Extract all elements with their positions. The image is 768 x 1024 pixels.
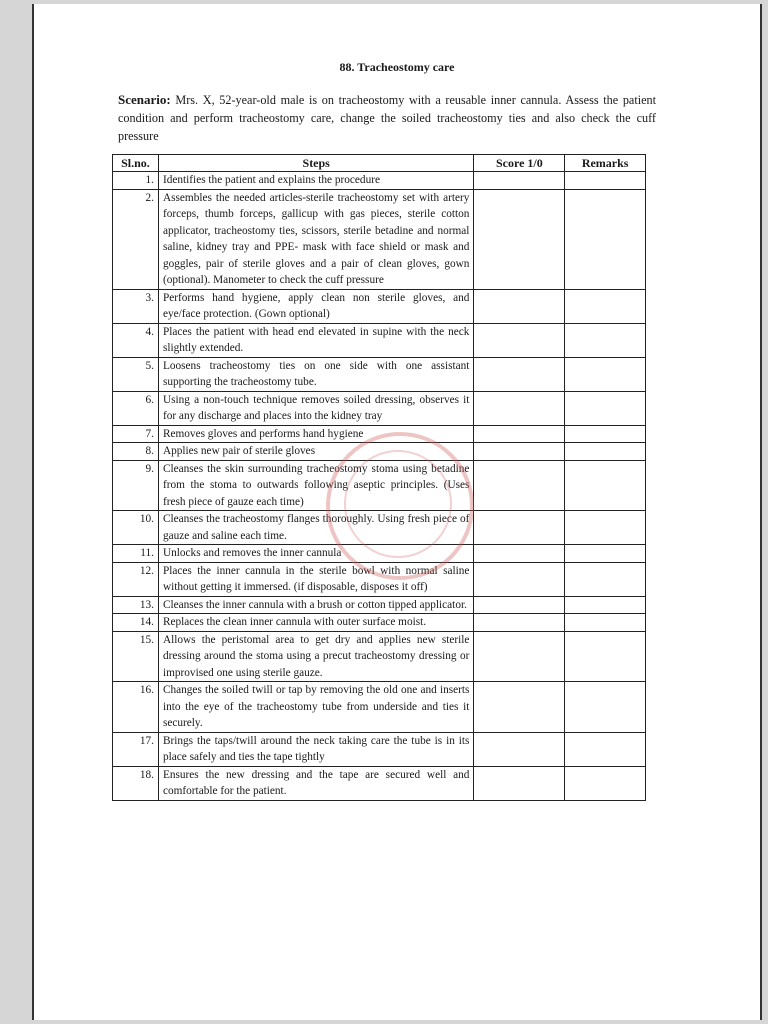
row-step: Cleanses the inner cannula with a brush or cotton tipped applicator. bbox=[158, 596, 474, 614]
row-remarks-cell[interactable] bbox=[565, 682, 646, 733]
row-number: 16. bbox=[113, 682, 159, 733]
scenario-text: Mrs. X, 52-year-old male is on tracheostomy with a reusable inner cannula. Assess the patient condition and perform tracheostomy care, change the soiled tracheostomy ties and also check the cuff pressure bbox=[118, 93, 656, 143]
row-score-cell[interactable] bbox=[474, 172, 565, 190]
row-number: 6. bbox=[113, 391, 159, 425]
row-score-cell[interactable] bbox=[474, 323, 565, 357]
row-step: Assembles the needed articles-sterile tracheostomy set with artery forceps, thumb forceps, gallicup with gas pieces, sterile cotton applicator, tracheostomy ties, scissors, sterile betadine and normal saline, kidney tray and PPE- mask with face shield or mask and goggles, pair of sterile gloves and a pair of clean gloves, gown (optional). Manometer to check the cuff pressure bbox=[158, 189, 474, 289]
row-number: 10. bbox=[113, 511, 159, 545]
row-step: Removes gloves and performs hand hygiene bbox=[158, 425, 474, 443]
header-steps: Steps bbox=[158, 155, 474, 172]
row-remarks-cell[interactable] bbox=[565, 460, 646, 511]
row-number: 11. bbox=[113, 545, 159, 563]
row-number: 14. bbox=[113, 614, 159, 632]
row-score-cell[interactable] bbox=[474, 545, 565, 563]
row-remarks-cell[interactable] bbox=[565, 443, 646, 461]
header-remarks: Remarks bbox=[565, 155, 646, 172]
row-score-cell[interactable] bbox=[474, 732, 565, 766]
row-score-cell[interactable] bbox=[474, 511, 565, 545]
table-row bbox=[113, 732, 646, 766]
row-remarks-cell[interactable] bbox=[565, 562, 646, 596]
table-row bbox=[113, 596, 646, 614]
document-page bbox=[32, 4, 762, 1020]
row-score-cell[interactable] bbox=[474, 443, 565, 461]
row-score-cell[interactable] bbox=[474, 460, 565, 511]
row-remarks-cell[interactable] bbox=[565, 545, 646, 563]
table-row bbox=[113, 511, 646, 545]
row-step: Replaces the clean inner cannula with outer surface moist. bbox=[158, 614, 474, 632]
row-remarks-cell[interactable] bbox=[565, 511, 646, 545]
row-number: 8. bbox=[113, 443, 159, 461]
table-row bbox=[113, 766, 646, 800]
row-score-cell[interactable] bbox=[474, 596, 565, 614]
table-row bbox=[113, 323, 646, 357]
row-remarks-cell[interactable] bbox=[565, 189, 646, 289]
table-row bbox=[113, 391, 646, 425]
table-row bbox=[113, 562, 646, 596]
row-number: 1. bbox=[113, 172, 159, 190]
row-number: 12. bbox=[113, 562, 159, 596]
row-remarks-cell[interactable] bbox=[565, 289, 646, 323]
row-step: Cleanses the skin surrounding tracheostomy stoma using betadine from the stoma to outwards following aseptic principles. (Uses fresh piece of gauze each time) bbox=[158, 460, 474, 511]
table-row bbox=[113, 614, 646, 632]
row-number: 4. bbox=[113, 323, 159, 357]
row-score-cell[interactable] bbox=[474, 682, 565, 733]
row-score-cell[interactable] bbox=[474, 766, 565, 800]
table-row bbox=[113, 682, 646, 733]
table-row bbox=[113, 631, 646, 682]
row-step: Identifies the patient and explains the procedure bbox=[158, 172, 474, 190]
row-step: Changes the soiled twill or tap by removing the old one and inserts into the eye of the tracheostomy tube from underside and ties it securely. bbox=[158, 682, 474, 733]
document-title: 88. Tracheostomy care bbox=[339, 60, 455, 74]
row-score-cell[interactable] bbox=[474, 614, 565, 632]
row-score-cell[interactable] bbox=[474, 562, 565, 596]
row-score-cell[interactable] bbox=[474, 425, 565, 443]
row-remarks-cell[interactable] bbox=[565, 596, 646, 614]
row-step: Places the inner cannula in the sterile bowl with normal saline without getting it immersed. (if disposable, disposes it off) bbox=[158, 562, 474, 596]
header-score: Score 1/0 bbox=[474, 155, 565, 172]
table-row bbox=[113, 443, 646, 461]
table-row bbox=[113, 425, 646, 443]
row-number: 7. bbox=[113, 425, 159, 443]
row-remarks-cell[interactable] bbox=[565, 172, 646, 190]
row-step: Applies new pair of sterile gloves bbox=[158, 443, 474, 461]
row-remarks-cell[interactable] bbox=[565, 323, 646, 357]
scenario-paragraph bbox=[118, 91, 656, 145]
table-header-row bbox=[113, 155, 646, 172]
table-row bbox=[113, 545, 646, 563]
table-row bbox=[113, 357, 646, 391]
row-number: 3. bbox=[113, 289, 159, 323]
row-remarks-cell[interactable] bbox=[565, 357, 646, 391]
row-step: Loosens tracheostomy ties on one side with one assistant supporting the tracheostomy tube. bbox=[158, 357, 474, 391]
row-remarks-cell[interactable] bbox=[565, 391, 646, 425]
row-score-cell[interactable] bbox=[474, 391, 565, 425]
row-step: Unlocks and removes the inner cannula bbox=[158, 545, 474, 563]
row-remarks-cell[interactable] bbox=[565, 614, 646, 632]
row-number: 13. bbox=[113, 596, 159, 614]
checklist-table bbox=[112, 154, 646, 801]
table-row bbox=[113, 460, 646, 511]
row-step: Cleanses the tracheostomy flanges thoroughly. Using fresh piece of gauze and saline each time. bbox=[158, 511, 474, 545]
row-step: Allows the peristomal area to get dry and applies new sterile dressing around the stoma using a precut tracheostomy dressing or improvised one using sterile gauze. bbox=[158, 631, 474, 682]
table-row bbox=[113, 172, 646, 190]
row-score-cell[interactable] bbox=[474, 289, 565, 323]
row-number: 17. bbox=[113, 732, 159, 766]
table-body bbox=[113, 172, 646, 801]
scenario-label: Scenario: bbox=[118, 92, 171, 107]
row-score-cell[interactable] bbox=[474, 189, 565, 289]
row-step: Performs hand hygiene, apply clean non sterile gloves, and eye/face protection. (Gown optional) bbox=[158, 289, 474, 323]
row-step: Using a non-touch technique removes soiled dressing, observes it for any discharge and places into the kidney tray bbox=[158, 391, 474, 425]
row-number: 5. bbox=[113, 357, 159, 391]
header-slno: Sl.no. bbox=[113, 155, 159, 172]
row-number: 9. bbox=[113, 460, 159, 511]
row-number: 15. bbox=[113, 631, 159, 682]
row-score-cell[interactable] bbox=[474, 631, 565, 682]
row-score-cell[interactable] bbox=[474, 357, 565, 391]
row-step: Brings the taps/twill around the neck taking care the tube is in its place safely and ties the tape tightly bbox=[158, 732, 474, 766]
row-remarks-cell[interactable] bbox=[565, 766, 646, 800]
row-step: Ensures the new dressing and the tape are secured well and comfortable for the patient. bbox=[158, 766, 474, 800]
row-number: 2. bbox=[113, 189, 159, 289]
table-row bbox=[113, 289, 646, 323]
row-remarks-cell[interactable] bbox=[565, 631, 646, 682]
table-row bbox=[113, 189, 646, 289]
row-remarks-cell[interactable] bbox=[565, 732, 646, 766]
row-remarks-cell[interactable] bbox=[565, 425, 646, 443]
row-step: Places the patient with head end elevated in supine with the neck slightly extended. bbox=[158, 323, 474, 357]
row-number: 18. bbox=[113, 766, 159, 800]
